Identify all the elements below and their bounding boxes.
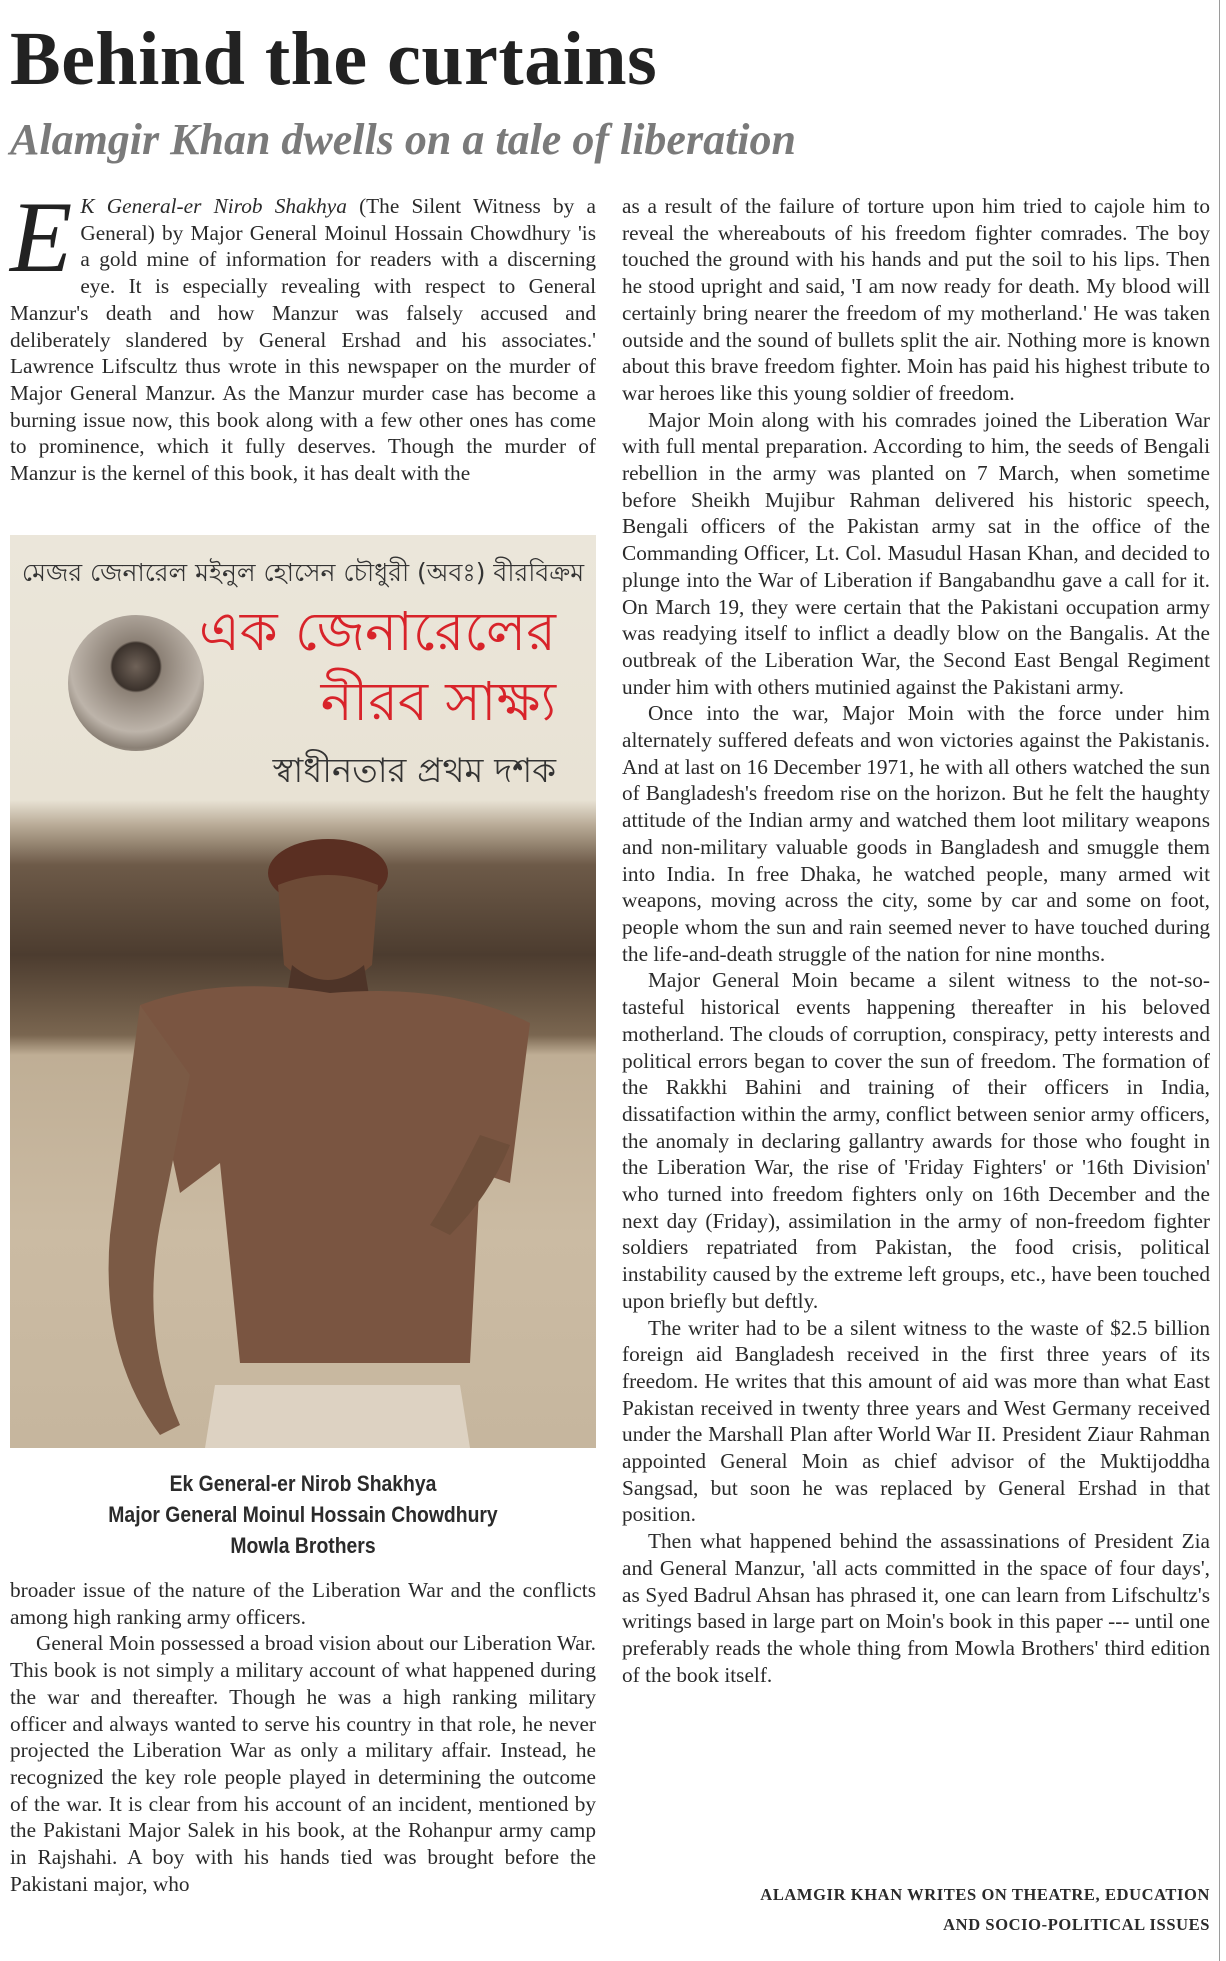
- book-title-italic: K General-er Nirob Shakhya: [80, 194, 347, 218]
- paragraph: Then what happened behind the assassinations of President Zia and General Manzur, 'all acts committed in the space of four days', as Syed Badrul Ahsan has phrased it, one can learn from Lifschultz's writings based in large part on Moin's book in this paper --- until one preferably reads the whole thing from Mowla Brothers' third edition of the book itself.: [622, 1529, 1210, 1687]
- soldier-photo: [10, 535, 596, 1448]
- page-edge-rule: [1219, 0, 1220, 1961]
- paragraph: The writer had to be a silent witness to the waste of $2.5 billion foreign aid Bangladesh received in the first three years of its freedom. He writes that this amount of aid was more than what East Pakistan received in twenty three years and West Germany received under the Marshall Plan after World War II. President Ziaur Rahman appointed General Moin as chief advisor of the Muktijoddha Sangsad, but soon he was replaced by General Ershad in that position.: [622, 1315, 1210, 1527]
- drop-cap: E: [10, 181, 73, 294]
- cover-subtitle-bengali: স্বাধীনতার প্রথম দশক: [272, 751, 556, 791]
- intro-text: (The Silent Witness by a General) by Major General Moinul Hossain Chowdhury 'is a gold mine of information for readers with a discerning eye. It is especially revealing with respect to General Manzur's death and how Manzur was falsely accused and deliberately slandered by General Ershad and his associates.' Lawrence Lifscultz thus wrote in this newspaper on the murder of Major General Manzur. As the Manzur murder case has become a burning issue now, this book along with a few other ones has come to prominence, which it fully deserves. Though the murder of Manzur is the kernel of this book, it has dealt with the: [10, 194, 596, 486]
- image-caption: [45, 1468, 561, 1561]
- paragraph: General Moin possessed a broad vision about our Liberation War. This book is not simply a military account of what happened during the war and thereafter. Though he was a high ranking military officer and always wanted to serve his country in that role, he never projected the Liberation War as only a military affair. Instead, he recognized the key role people played in determining the outcome of the war. It is clear from his account of an incident, mentioned by the Pakistani Major Salek in his book, at the Rohanpur army camp in Rajshahi. A boy with his hands tied was brought before the Pakistani major, who: [10, 1631, 596, 1896]
- cover-title-line-1: এক জেনারেলের: [198, 600, 556, 663]
- article-subtitle: Alamgir Khan dwells on a tale of liberation: [10, 115, 797, 164]
- intro-paragraph: [10, 181, 596, 487]
- cover-title-line-2: নীরব সাক্ষ্য: [320, 670, 556, 733]
- right-column: [622, 193, 1210, 1688]
- paragraph: Once into the war, Major Moin with the force under him alternately suffered defeats and won victories against the Pakistanis. And at last on 16 December 1971, he with all others watched the sun of Bangladesh's freedom rise on the horizon. But he felt the haughty attitude of the Indian army and watched them loot military weapons and non-military valuable goods in Bangladesh and smuggle them into India. In free Dhaka, he watched people, many armed wit weapons, moving across the city, some by car and some on foot, people whom the sun and rain seemed never to have touched during the life-and-death struggle of the nation for nine months.: [622, 701, 1210, 966]
- caption-book-title: Ek General-er Nirob Shakhya: [169, 1471, 437, 1496]
- caption-publisher: Mowla Brothers: [230, 1533, 376, 1558]
- byline-line-1: ALAMGIR KHAN WRITES ON THEATRE, EDUCATION: [760, 1885, 1210, 1904]
- article-title: Behind the curtains: [10, 17, 658, 101]
- cover-author-bengali: মেজর জেনারেল মইনুল হোসেন চৌধুরী (অবঃ) বীরবিক্রম: [21, 558, 585, 587]
- author-byline: [760, 1880, 1210, 1940]
- byline-line-2: AND SOCIO-POLITICAL ISSUES: [943, 1915, 1210, 1934]
- book-cover-image: [10, 535, 596, 1448]
- paragraph: broader issue of the nature of the Liberation War and the conflicts among high ranking army officers.: [10, 1578, 596, 1629]
- paragraph: Major Moin along with his comrades joined the Liberation War with full mental preparation. According to him, the seeds of Bengali rebellion in the army was planted on 7 March, when sometime before Sheikh Mujibur Rahman delivered his historic speech, Bengali officers of the Pakistan army sat in the office of the Commanding Officer, Lt. Col. Masudul Hasan Khan, and decided to plunge into the War of Liberation if Bangabandhu gave a call for it. On March 19, they were certain that the Pakistani occupation army was readying itself to inflict a deadly blow on the Bangalis. At the outbreak of the Liberation War, the Second East Bengal Regiment under him with others mutinied against the Pakistani army.: [622, 407, 1210, 699]
- paragraph: Major General Moin became a silent witness to the not-so-tasteful historical events happening thereafter in his beloved motherland. The clouds of corruption, conspiracy, petty interests and political errors began to cover the sun of freedom. The formation of the Rakkhi Bahini and training of their officers in India, dissatifaction within the army, conflict between senior army officers, the anomaly in declaring gallantry awards for those who fought in the Liberation War, the rise of 'Friday Fighters' or '16th Division' who turned into freedom fighters only on 16th December and the next day (Friday), assimilation in the army of non-freedom fighter soldiers repatriated from Pakistan, the food crisis, political instability caused by the extreme left groups, etc., have been touched upon briefly but deftly.: [622, 968, 1210, 1313]
- left-column-top: [10, 181, 596, 487]
- left-column-bottom: [10, 1577, 596, 1897]
- caption-author: Major General Moinul Hossain Chowdhury: [108, 1502, 498, 1527]
- paragraph: as a result of the failure of torture upon him tried to cajole him to reveal the whereabouts of his freedom fighter comrades. The boy touched the ground with his hands and put the soil to his lips. Then he stood upright and said, 'I am now ready for death. My blood will certainly bring nearer the freedom of my motherland.' He was taken outside and the sound of bullets split the air. Nothing more is known about this brave freedom fighter. Moin has paid his highest tribute to war heroes like this young soldier of freedom.: [622, 194, 1210, 405]
